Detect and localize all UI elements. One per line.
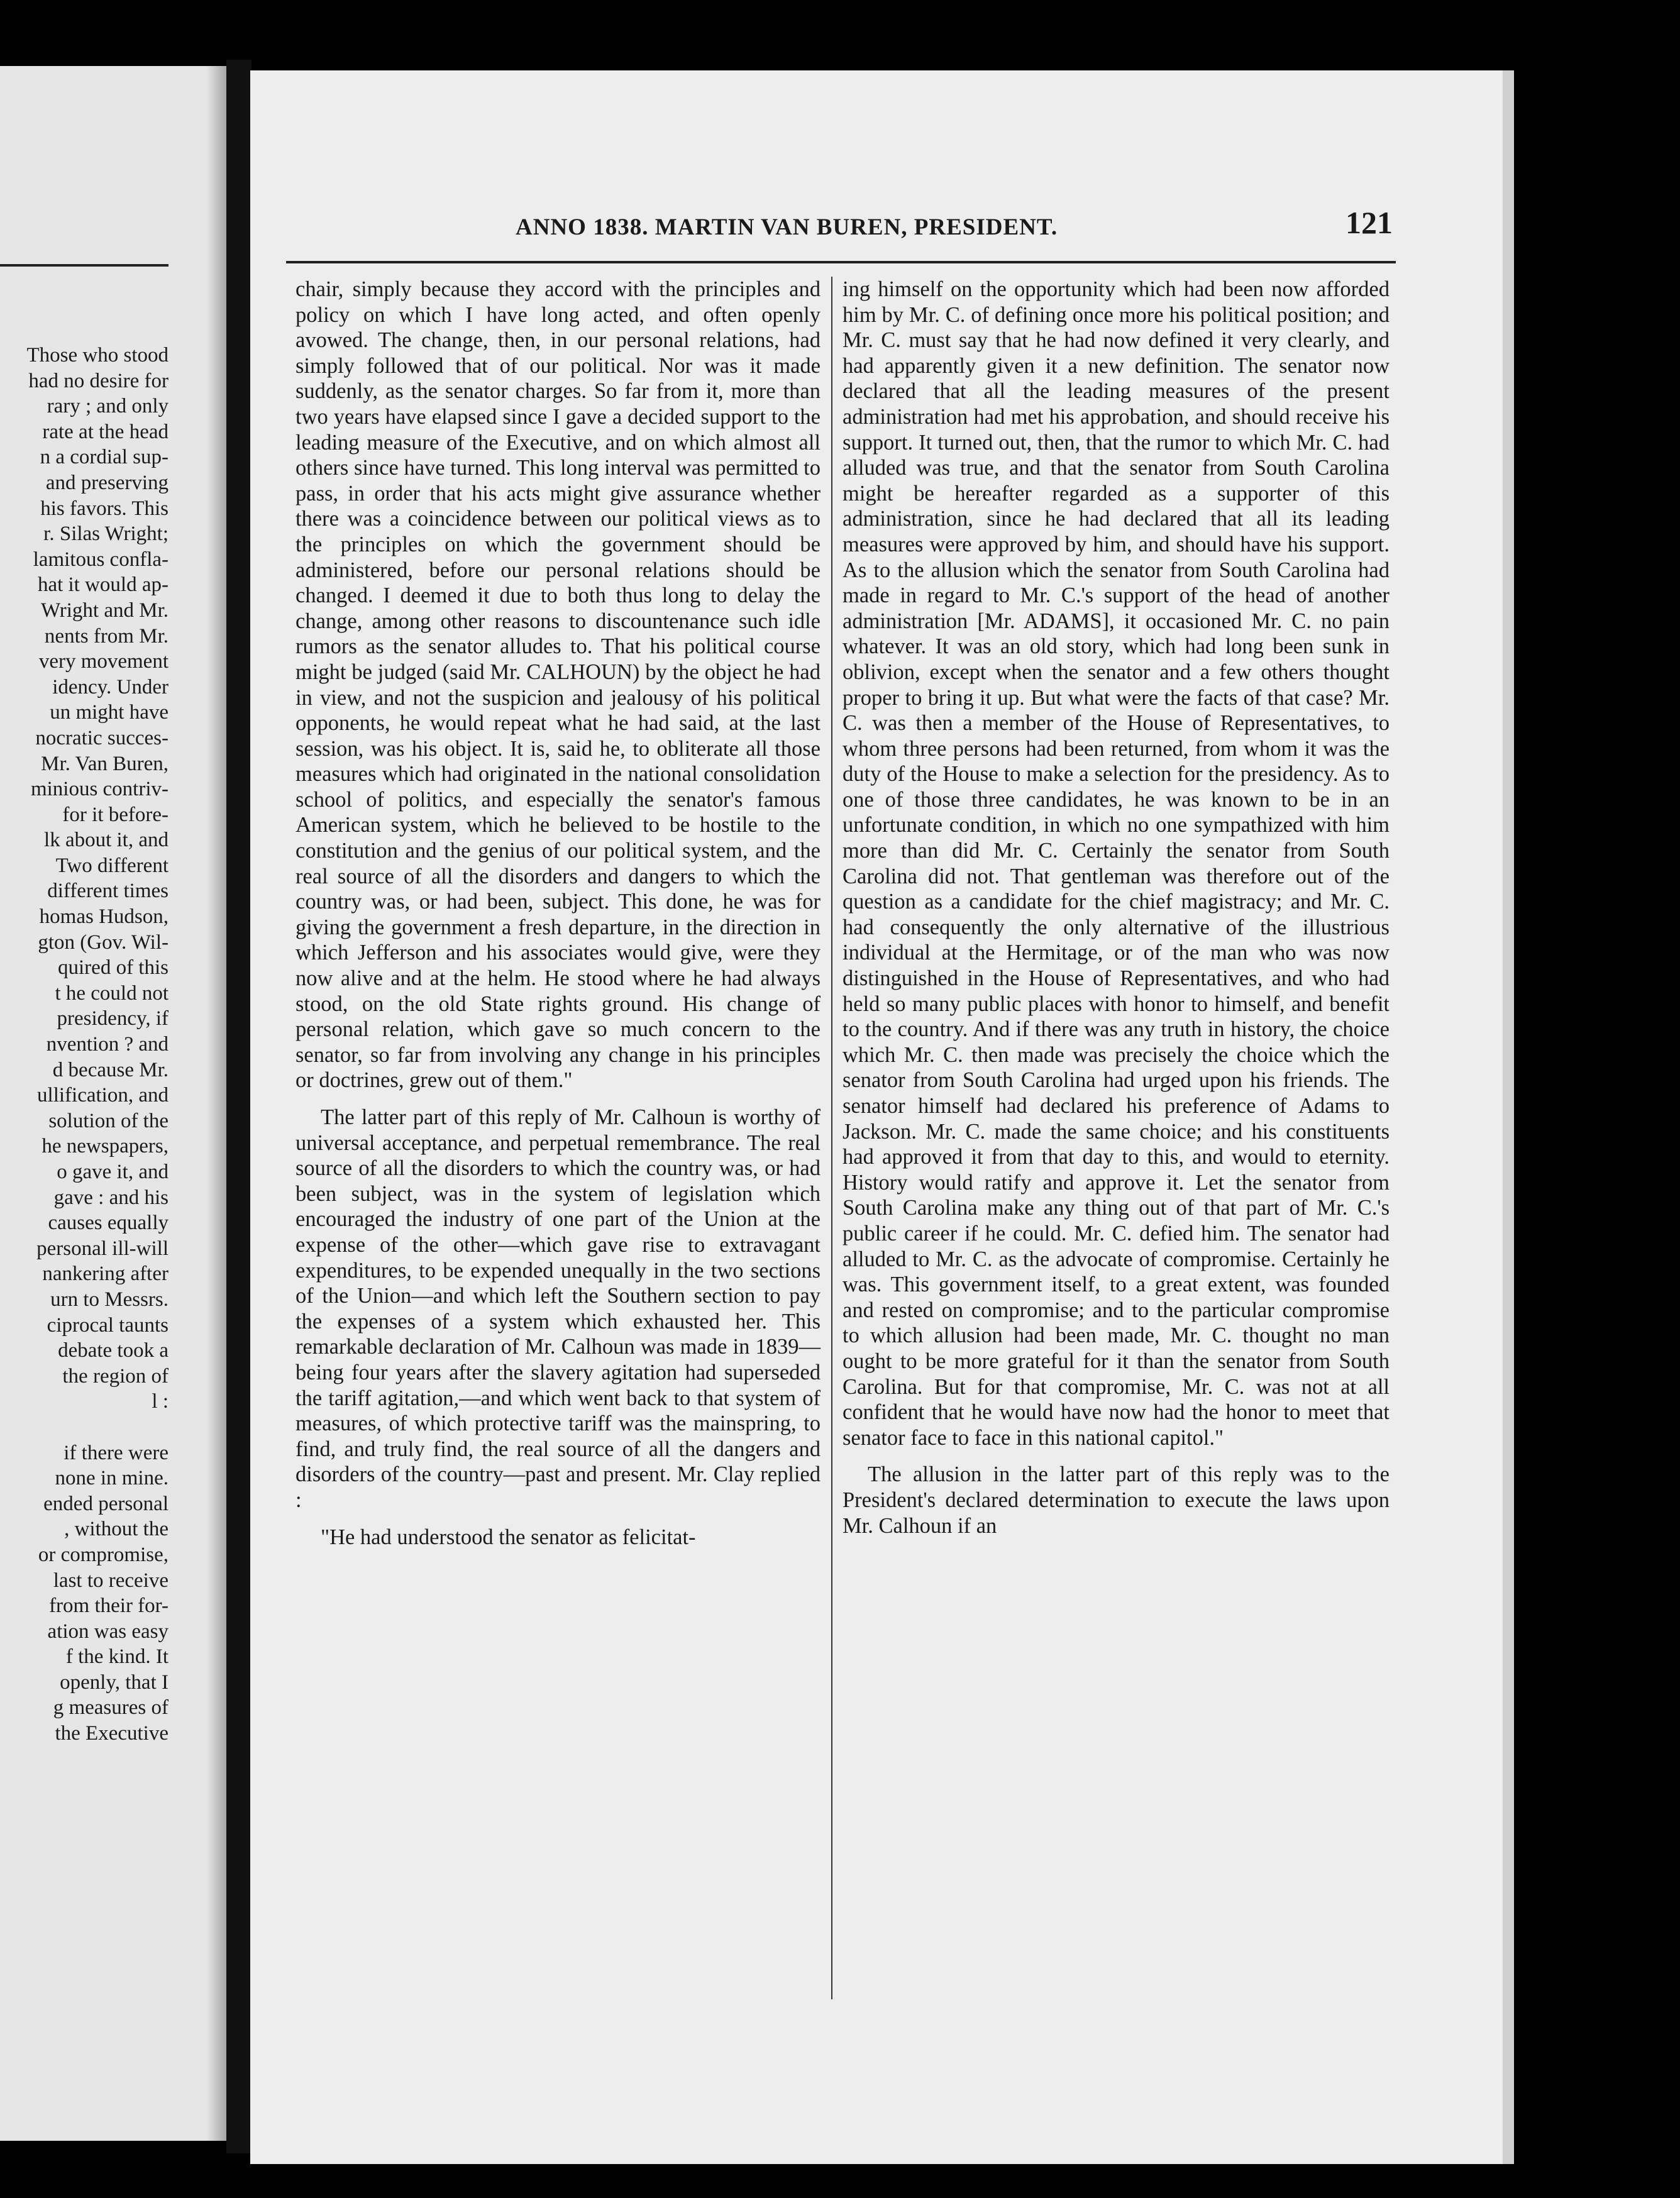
facing-page-line: gave : and his — [53, 1186, 169, 1209]
facing-page-line: ciprocal taunts — [47, 1313, 169, 1337]
facing-page-line: rary ; and only — [47, 395, 169, 418]
facing-page-line: nents from Mr. — [44, 624, 169, 648]
facing-page-line: different times — [47, 880, 169, 903]
header-rule — [286, 261, 1396, 263]
facing-page-line: ation was easy — [47, 1620, 169, 1643]
facing-page-line: if there were — [64, 1441, 169, 1464]
facing-page-line: d because Mr. — [52, 1058, 169, 1081]
facing-page-line: minious contriv- — [30, 778, 169, 801]
facing-page-line — [0, 1415, 169, 1440]
facing-page-line: and preserving — [45, 471, 169, 494]
facing-page-line: quired of this — [58, 956, 169, 980]
facing-page-line: nvention ? and — [46, 1033, 169, 1056]
facing-page-line: last to receive — [53, 1569, 169, 1592]
facing-page-line: g measures of — [53, 1696, 169, 1720]
facing-page-line: nankering after — [42, 1262, 169, 1286]
facing-page-line: personal ill-will — [36, 1237, 169, 1260]
facing-page-line: the Executive — [55, 1722, 169, 1745]
text-column-left — [296, 277, 821, 1550]
page-number: 121 — [1346, 205, 1393, 240]
facing-page-line: causes equally — [48, 1212, 169, 1235]
facing-page-line: idency. Under — [52, 675, 169, 699]
facing-page-line: his favors. This — [40, 497, 169, 520]
facing-page-text — [0, 343, 169, 1747]
paragraph: chair, simply because they accord with the principles and policy on which I have long acted, and often openly avowed. The change, then, in our personal relations, had simply followed that of our political. Nor was it made suddenly, as the senator charges. So far from it, more than two years have elapsed since I gave a decided support to the leading measure of the Executive, and on which almost all others since have turned. This long interval was permitted to pass, in order that his acts might give assurance whether there was a coincidence between our political views as to the principles on which the government should be administered, before our personal relations should be changed. I deemed it due to both thus long to delay the change, among other reasons to discountenance such idle rumors as the senator alludes to. That his political course might be judged (said Mr. CALHOUN) by the object he had in view, and not the suspicion and jealousy of his political opponents, he would repeat what he had said, at the last session, was his object. It is, said he, to obliterate all those measures which had originated in the national consolidation school of politics, and especially the senator's famous American system, which he believed to be hostile to the constitution and the genius of our political system, and the real source of all the disorders and dangers to which the country was, or had been, subject. This done, he was for giving the government a fresh departure, in the direction in which Jefferson and his associates would give, were they now alive and at the helm. He stood where he had always stood, on the old State rights ground. His change of personal relation, which gave so much concern to the senator, so far from involving any change in his principles or doctrines, grew out of them." — [296, 277, 821, 1093]
running-head: ANNO 1838. MARTIN VAN BUREN, PRESIDENT. — [516, 214, 1058, 240]
facing-page-line: r. Silas Wright; — [43, 522, 169, 546]
facing-page-line: openly, that I — [60, 1671, 169, 1694]
facing-page-line: very movement — [38, 650, 169, 673]
facing-page-line: lamitous confla- — [33, 548, 169, 571]
facing-page-line: Mr. Van Buren, — [41, 752, 169, 775]
facing-page-line: nocratic succes- — [35, 726, 169, 749]
facing-page-line: presidency, if — [57, 1007, 169, 1030]
facing-page-line: lk about it, and — [44, 829, 169, 852]
paragraph: "He had understood the senator as felicitat- — [321, 1525, 696, 1549]
facing-page-line: , without the — [64, 1518, 169, 1541]
facing-page-line: for it before- — [62, 803, 169, 826]
column-divider — [831, 277, 832, 1999]
facing-page-line: Those who stood — [26, 344, 169, 367]
facing-page-line: f the kind. It — [65, 1645, 169, 1669]
facing-page-line: urn to Messrs. — [50, 1288, 169, 1311]
facing-page-line: none in mine. — [55, 1467, 169, 1490]
facing-page-line: gton (Gov. Wil- — [38, 931, 169, 954]
facing-page-line: debate took a — [58, 1339, 169, 1362]
paragraph: The latter part of this reply of Mr. Calhoun is worthy of universal acceptance, and perpetual remembrance. The real source of all the disorders to which the country was, or had been subject, was in the system of legislation which encouraged the industry of one part of the Union at the expense of the other—which gave rise to extravagant expenditures, to be expended unequally in the two sections of the Union—and which left the Southern section to pay the expenses of a system which exhausted her. This remarkable declaration of Mr. Calhoun was made in 1839—being four years after the slavery agitation had superseded the tariff agitation,—and which went back to that system of measures, of which protective tariff was the mainspring, to find, and truly find, the real source of all the dangers and disorders of the country—past and present. Mr. Clay replied : — [296, 1105, 821, 1512]
facing-page-line: Two different — [55, 854, 169, 877]
facing-page-line: Wright and Mr. — [40, 599, 169, 622]
facing-page-line: hat it would ap- — [37, 573, 169, 597]
facing-page-line: homas Hudson, — [39, 905, 169, 929]
facing-page-line: n a cordial sup- — [40, 446, 169, 469]
facing-page-line: from their for- — [49, 1594, 169, 1618]
book-gutter — [226, 60, 251, 2153]
facing-page-line: o gave it, and — [57, 1161, 169, 1183]
facing-page — [0, 66, 231, 2141]
facing-page-line: solution of the — [48, 1109, 169, 1132]
facing-page-line: ullification, and — [37, 1084, 169, 1107]
paragraph: The allusion in the latter part of this reply was to the President's declared determination to execute the laws upon Mr. Calhoun if an — [843, 1462, 1390, 1538]
text-column-right — [843, 277, 1390, 1538]
paragraph: ing himself on the opportunity which had been now afforded him by Mr. C. of defining once more his political position; and Mr. C. must say that he had now defined it very clearly, and had apparently given it a new definition. The senator now declared that all the leading measures of the present administration had met his approbation, and should receive his support. It turned out, then, that the rumor to which Mr. C. had alluded was true, and that the senator from South Carolina might be hereafter regarded as a supporter of this administration, since he had declared that all its leading measures were approved by him, and should have his support. As to the allusion which the senator from South Carolina had made in regard to Mr. C.'s support of the head of another administration [Mr. ADAMS], it occasioned Mr. C. no pain whatever. It was an old story, which had long been sunk in oblivion, except when the senator and a few others thought proper to bring it up. But what were the facts of that case? Mr. C. was then a member of the House of Representatives, to whom three persons had been returned, from whom it was the duty of the House to make a selection for the presidency. As to one of those three candidates, he was known to be in an unfortunate condition, in which no one sympathized with him more than did Mr. C. Certainly the senator from South Carolina did not. That gentleman was therefore out of the question as a candidate for the chief magistracy; and Mr. C. had consequently the only alternative of the illustrious individual at the Hermitage, or of the man who was now distinguished in the House of Representatives, and who had held so many public places with honor to himself, and benefit to the country. And if there was any truth in history, the choice which Mr. C. then made was precisely the choice which the senator from South Carolina had urged upon his friends. The senator himself had declared his preference of Adams to Jackson. Mr. C. made the same choice; and his constituents had approved it from that day to this, and would to eternity. History would ratify and approve it. Let the senator from South Carolina make any thing out of that part of Mr. C.'s public career if he could. Mr. C. defied him. The senator had alluded to Mr. C. as the advocate of compromise. Certainly he was. This government itself, to a great extent, was founded and rested on compromise; and to the particular compromise to which allusion had been made, Mr. C. thought no man ought to be more grateful for it than the senator from South Carolina. But for that compromise, Mr. C. was not at all confident that he would have now had the honor to meet that senator face to face in this national capitol." — [843, 277, 1390, 1450]
facing-page-line: or compromise, — [38, 1543, 169, 1566]
facing-page-line: un might have — [50, 701, 169, 724]
facing-page-line: l : — [152, 1390, 169, 1413]
facing-page-line: t he could not — [55, 981, 169, 1005]
facing-page-rule — [0, 264, 169, 267]
facing-page-line: the region of — [62, 1364, 169, 1388]
facing-page-line: had no desire for — [28, 369, 169, 392]
facing-page-line: ended personal — [43, 1492, 169, 1515]
facing-page-line: rate at the head — [42, 420, 169, 443]
facing-page-line: he newspapers, — [41, 1135, 169, 1158]
